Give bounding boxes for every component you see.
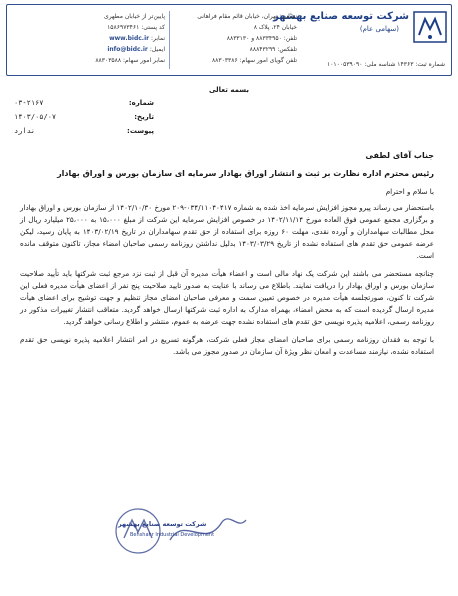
company-stamp-icon	[110, 500, 250, 562]
number-value: ۰۳-۲۱۶۷	[14, 99, 44, 107]
contact-left	[15, 11, 165, 66]
company-name: شرکت توسعه صنایع بهشهر	[273, 11, 409, 22]
paragraph: چنانچه مستحضر می باشند این شرکت یک نهاد مالی است و اعضاء هیأت مدیره آن قبل از ثبت نزد مرجع ثبت شرکتها باید تأیید صلاحیت سازمان بورس و اوراق بهادار را دریافت نمایند. باطلاع می رساند با عنایت به صدور تایید صلاحیت پنج نفر از اعضای هیأت مدیره فعلی این شرکت تا کنون، صورتجلسه هیأت مدیره در خصوص تعیین سمت و معرفی صاحبان امضای مجاز تنظیم و جهت توشیح برای اعضای هیأت مدیره ارسال گردیده است که به محض امضاء، بهمراه مدارک به اداره ثبت شرکتها ارسال خواهد گردید. متعاقب انتشار تغییرات مذکور در روزنامه رسمی، اعلامیه پذیره نویسی حق تقدم های استفاده نشده جهت عرضه به عموم، منتشر و اطلاع رسانی خواهد گردید.	[20, 269, 434, 326]
contact-line: نشانی: تهران، خیابان قائم مقام فراهانی	[197, 13, 297, 20]
company-logo-icon	[413, 11, 447, 43]
basmala: بسمه تعالی	[208, 86, 250, 94]
contact-line: کد پستی: ۱۵۸۶۹۷۳۴۶۱	[107, 24, 165, 31]
registration-line: شماره ثبت: ۱۴۳۶۳ شناسه ملی: ۱۰۱۰۰۵۳۹۰۹۰	[326, 61, 445, 68]
letter-meta	[14, 96, 154, 138]
contact-line: تلفن: ۸۸۳۳۴۹۵۰ و ۸۸۳۳۱۳۰	[226, 35, 297, 42]
contact-line: پایین‌تر از خیابان مطهری	[104, 13, 165, 20]
meta-number	[14, 96, 154, 110]
addressee-title: رئیس محترم اداره نظارت بر ثبت و انتشار اوراق بهادار سرمایه ای سازمان بورس و اوراق بهادار	[57, 169, 434, 178]
attachment-value: ندارد	[14, 127, 36, 135]
meta-date	[14, 110, 154, 124]
number-label: شماره:	[128, 99, 154, 107]
contact-line: نمابر امور سهام: ۸۸۳۰۳۵۸۸	[95, 57, 165, 64]
greeting: با سلام و احترام	[385, 187, 434, 196]
contact-line: خیابان ۲۴، پلاک ۸	[253, 24, 297, 31]
contact-line: تلفن گویای امور سهام: ۸۸۳۰۳۳۸۶	[211, 57, 297, 64]
stamp-text: شرکت توسعه صنایع بهشهر	[118, 520, 207, 528]
attachment-label: پیوست:	[127, 127, 154, 135]
stamp-subtext: Behshahr Industrial Development	[130, 532, 215, 538]
paragraph: باستحضار می رساند پیرو مجوز افزایش سرمایه اخذ شده به شماره ۰۳۴/۱۱۰۴۰۴۱۷-۲۰۹ مورخ ۱۴۰۲/۱۰/۳۰ از سازمان بورس و اوراق بهادار و برگزاری مجمع عمومی فوق العاده مورخ ۱۴۰۲/۱۱/۱۴ در خصوص افزایش سرمایه این شرکت از مبلغ ۱۵،۰۰۰ به ۲۵،۰۰۰ میلیارد ریال از محل مطالبات سهامداران و آورده نقدی، مهلت ۶۰ روزه برای استفاده از حق تقدم سهامداران در تاریخ ۱۴۰۳/۰۲/۱۹ به پایان رسید، لیکن عرضه عمومی حق تقدم های استفاده نشده از تاریخ ۱۴۰۳/۰۳/۲۹ بدلیل نداشتن روزنامه رسمی صاحبان امضاء مجاز، تاکنون متوقف مانده است.	[20, 203, 434, 260]
contact-line: تلفکس: ۸۸۸۴۳۲۹۹	[249, 46, 297, 53]
addressee-name: جناب آقای لطفی	[365, 151, 434, 160]
email-link[interactable]: info@bidc.ir	[107, 46, 148, 53]
company-type: (سهامی عام)	[359, 25, 399, 33]
paragraph: با توجه به فقدان روزنامه رسمی برای صاحبان امضای مجاز فعلی شرکت، هرگونه تسریع در امر انتشار اعلامیه پذیره نویسی حق تقدم استفاده نشده، نیازمند مساعدت و امعان نظر ویژهٔ آن سازمان در صدور مجوز می باشد.	[20, 335, 434, 356]
letter-body	[20, 150, 434, 364]
contact-middle	[177, 11, 297, 66]
letterhead	[6, 4, 452, 76]
contact-line: ایمیل: info@bidc.ir	[107, 46, 165, 53]
header-divider	[169, 11, 170, 69]
date-value: ۱۴۰۳/۰۵/۰۷	[14, 113, 57, 121]
contact-line: نمابر: www.bidc.ir	[109, 35, 165, 42]
meta-attachment	[14, 124, 154, 138]
date-label: تاریخ:	[134, 113, 154, 121]
website-link[interactable]: www.bidc.ir	[109, 35, 150, 42]
